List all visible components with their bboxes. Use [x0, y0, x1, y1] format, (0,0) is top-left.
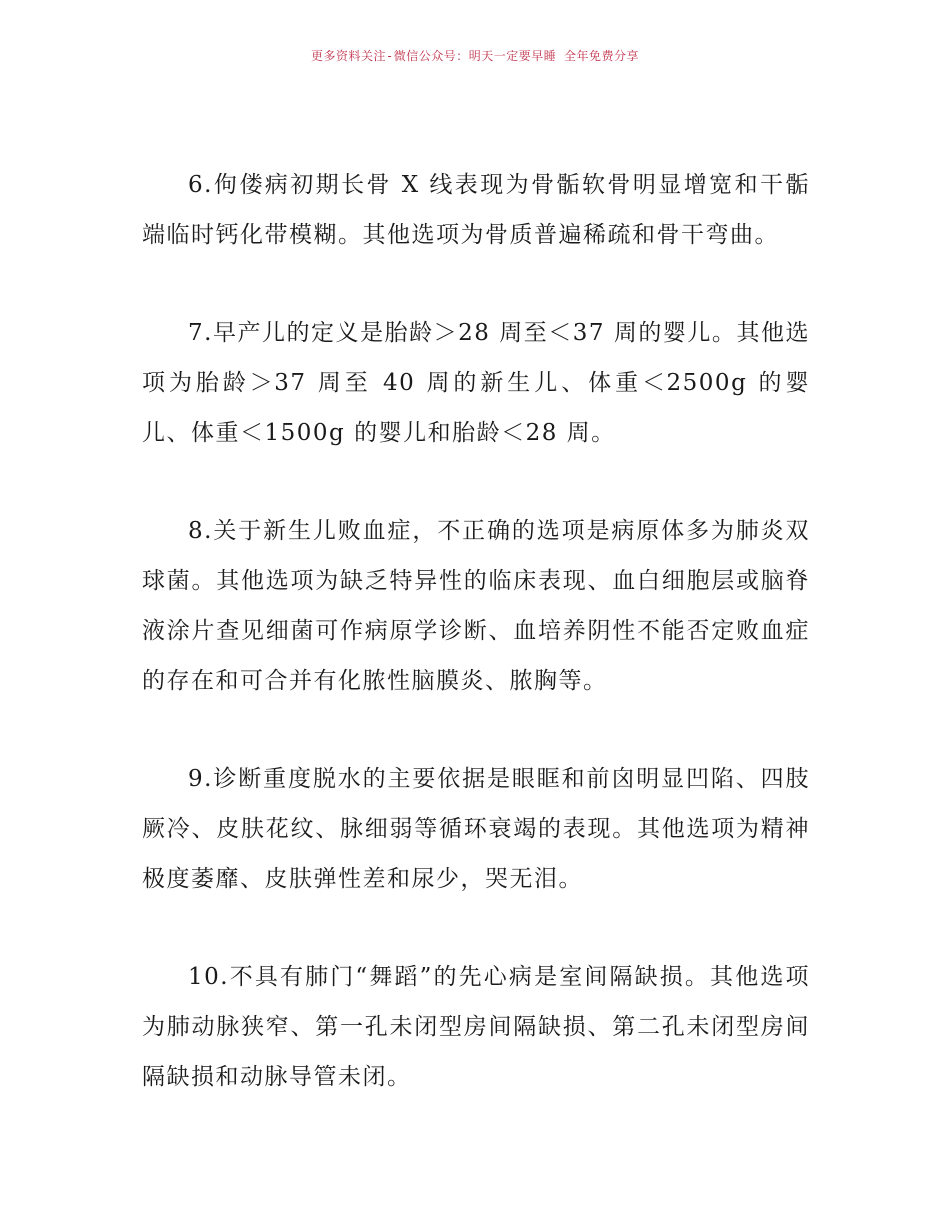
- answer-paragraph-9: 9.诊断重度脱水的主要依据是眼眶和前囟明显凹陷、四肢厥冷、皮肤花纹、脉细弱等循环衰竭的表现。其他选项为精神极度萎靡、皮肤弹性差和尿少，哭无泪。: [142, 766, 810, 892]
- document-body: [142, 160, 810, 1150]
- answer-paragraph-6: 6.佝偻病初期长骨 X 线表现为骨骺软骨明显增宽和干骺端临时钙化带模糊。其他选项为骨质普遍稀疏和骨干弯曲。: [142, 172, 810, 248]
- answer-paragraph-8: 8.关于新生儿败血症，不正确的选项是病原体多为肺炎双球菌。其他选项为缺乏特异性的临床表现、血白细胞层或脑脊液涂片查见细菌可作病原学诊断、血培养阴性不能否定败血症的存在和可合并有化脓性脑膜炎、脓胸等。: [142, 518, 810, 694]
- header-note: 更多资料关注-微信公众号：明天一定要早睡 全年免费分享: [311, 49, 639, 63]
- answer-paragraph-7: 7.早产儿的定义是胎龄＞28 周至＜37 周的婴儿。其他选项为胎龄＞37 周至 40 周的新生儿、体重＜2500g 的婴儿、体重＜1500g 的婴儿和胎龄＜28 周。: [142, 320, 810, 446]
- answer-paragraph-10: 10.不具有肺门“舞蹈”的先心病是室间隔缺损。其他选项为肺动脉狭窄、第一孔未闭型房间隔缺损、第二孔未闭型房间隔缺损和动脉导管未闭。: [142, 964, 810, 1090]
